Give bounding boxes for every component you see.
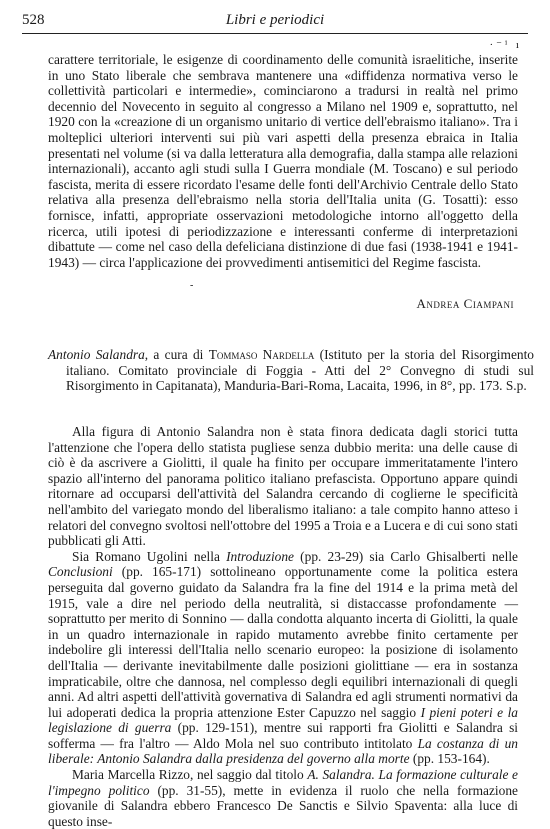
p3-text-a: Maria Marcella Rizzo, nel saggio dal titolo bbox=[72, 767, 308, 783]
p3-text-b: (pp. 31-55), mette in evidenza il ruolo che nella formazione giovanile di Salandra ebbero Francesco De Sanctis e Silvio Spaventa: alla luce di questo inse- bbox=[48, 782, 518, 829]
bibliographic-entry bbox=[48, 347, 534, 394]
bib-details: (Istituto per la storia del Risorgimento italiano. Comitato provinciale di Foggia - Atti del 2° Convegno di studi sul Risorgimento in Capitanata), Manduria-Bari-Roma, Lacaita, 1996, in 8°, pp. 173. S.p. bbox=[66, 347, 534, 394]
p2-italic-2: Conclusioni bbox=[48, 564, 113, 580]
header-rule bbox=[22, 33, 528, 34]
margin-marks: ·⁻ⁱ ı bbox=[489, 39, 522, 51]
page-number: 528 bbox=[22, 12, 45, 28]
p2-text-d: (pp. 129-151), mentre sui rapporti fra Giolitti e Salandra si sofferma — fra l'altro — Aldo Mola nel suo contributo intitolato bbox=[48, 720, 518, 751]
p3-italic-1: A. Salandra. La formazione culturale e l'impegno politico bbox=[48, 767, 518, 798]
p2-text-e: (pp. 153-164). bbox=[409, 751, 490, 767]
p2-italic-1: Introduzione bbox=[226, 548, 295, 564]
p2-text-a: Sia Romano Ugolini nella bbox=[72, 548, 227, 564]
p2-italic-4: La costanza di un liberale: Antonio Salandra dalla presidenza del governo alla morte bbox=[48, 735, 518, 767]
review-paragraph: carattere territoriale, le esigenze di coordinamento delle comunità israelitiche, inserite in uno Stato liberale che sembrava mantenere una «diffidenza normativa verso le collettività particolari e intermedie», cominciarono a tradursi in realtà nel primo decennio del Novecento in seguito al congresso a Milano nel 1909 e, soprattutto, nel 1920 con la «creazione di un organismo unitario di vertice dell'ebraismo italiano». Tra i molteplici ulteriori interventi sui più vari aspetti della presenza ebraica in Italia presentati nel volume (si va dalla letteratura alla demografia, dalla stampa alle relazioni internazionali), accanto agli studi sulla I Guerra mondiale (M. Toscano) e sul periodo fascista, merita di essere ricordato l'esame delle fonti dell'Archivio Centrale dello Stato relativa alla presenza dell'ebraismo nella storia dell'Italia unita (G. Tosatti): esso fornisce, infatti, appropriate osservazioni metodologiche intorno all'oggetto della ricerca, utili ipotesi di periodizzazione e interessanti conferme di interpretazioni dibattute — come nel caso della defeliciana distinzione di due fasi (1938-1941 e 1941-1943) — circa l'applicazione dei provvedimenti antisemitici del Regime fascista. bbox=[48, 52, 518, 270]
p2-text-c: (pp. 165-171) sottolineano opportunamente come la politica estera perseguita dal governo guidato da Salandra fra la fine del 1914 e la prima metà del 1915, vale a dire nel periodo della neutralità, si distaccasse profondamente — soprattutto per merito di Sonnino — dalla condotta alquanto incerta di Giolitti, la quale in un quadro internazionale in rapido mutamento avrebbe finito certamente per indebolire gli interessi dell'Italia nello scenario europeo: la posizione di isolamento dell'Italia — derivante inevitabilmente dalle posizioni giolittiane — era in sostanza impraticabile, oltre che dannosa, nel complesso degli equilibri internazionali di quegli anni. Ad altri aspetti dell'attività governativa di Salandra ed agli strumenti normativi da lui adoperati dedica la propria attenzione Ester Capuzzo nel saggio bbox=[48, 564, 518, 720]
running-header bbox=[22, 12, 528, 34]
body-paragraph-3 bbox=[48, 767, 518, 829]
running-title: Libri e periodici bbox=[225, 12, 325, 28]
review-body bbox=[48, 424, 518, 829]
bib-curator-prefix: , a cura di bbox=[144, 347, 209, 362]
p2-text-b: (pp. 23-29) sia Carlo Ghisalberti nelle bbox=[294, 548, 518, 564]
body-paragraph-2 bbox=[48, 549, 518, 767]
review-signature: Andrea Ciampani bbox=[416, 296, 514, 311]
body-paragraph-1: Alla figura di Antonio Salandra non è stata finora dedicata dagli storici tutta l'attenzione che l'opera dello statista pugliese senza dubbio merita: una delle cause di ciò è da ascrivere a Giolitti, il quale ha finito per occupare immeritatamente l'intero spazio all'interno del panorama politico italiano prefascista. Opportuno appare quindi ritornare ad occuparsi dell'attività del Salandra cercando di coglierne le specificità nell'ambito del variegato mondo del liberalismo italiano: a tale compito hanno atteso i relatori del convegno svoltosi nell'ottobre del 1995 a Troia e a Lucera e di cui sono stati pubblicati gli Atti. bbox=[48, 424, 518, 549]
stray-mark: - bbox=[190, 280, 194, 291]
bib-curator: Tommaso Nardella bbox=[208, 347, 315, 362]
p2-italic-3: I pieni poteri e la legislazione di guerra bbox=[48, 704, 518, 736]
bib-author: Antonio Salandra bbox=[48, 347, 145, 362]
review-continuation bbox=[48, 52, 518, 270]
